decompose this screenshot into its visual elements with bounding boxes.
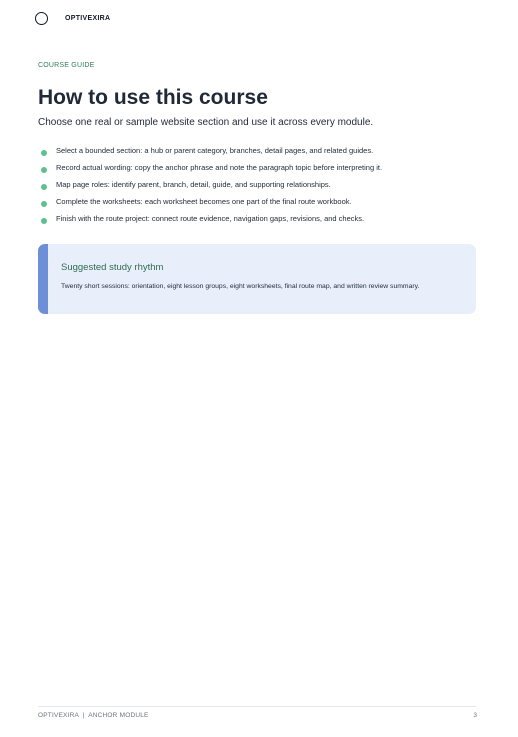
list-item-text: Record actual wording: copy the anchor phrase and note the paragraph topic before interpreting it. — [56, 163, 383, 172]
list-item-text: Map page roles: identify parent, branch, detail, guide, and supporting relationships. — [56, 180, 331, 189]
bullet-dot-icon — [41, 167, 47, 173]
list-item-text: Select a bounded section: a hub or parent category, branches, detail pages, and related guides. — [56, 146, 374, 155]
page-subtitle: Choose one real or sample website section and use it across every module. — [38, 117, 374, 128]
footer-label: OPTIVEXIRA | ANCHOR MODULE — [38, 712, 149, 719]
callout-title: Suggested study rhythm — [61, 262, 164, 273]
bullet-dot-icon — [41, 218, 47, 224]
page-title: How to use this course — [38, 86, 268, 109]
circle-logo-icon — [35, 12, 48, 25]
page-number: 3 — [473, 712, 477, 719]
study-rhythm-callout — [38, 244, 476, 314]
list-item — [38, 146, 488, 155]
steps-list — [38, 146, 488, 231]
callout-accent-bar — [38, 244, 48, 314]
footer-divider — [38, 706, 476, 707]
list-item — [38, 214, 488, 223]
page-header — [35, 12, 110, 25]
list-item — [38, 180, 488, 189]
bullet-dot-icon — [41, 201, 47, 207]
list-item — [38, 197, 488, 206]
list-item — [38, 163, 488, 172]
bullet-dot-icon — [41, 184, 47, 190]
callout-text: Twenty short sessions: orientation, eight lesson groups, eight worksheets, final route map, and written review summary. — [61, 283, 420, 290]
bullet-dot-icon — [41, 150, 47, 156]
list-item-text: Finish with the route project: connect route evidence, navigation gaps, revisions, and checks. — [56, 214, 365, 223]
brand-name: OPTIVEXIRA — [65, 15, 111, 22]
section-eyebrow: COURSE GUIDE — [38, 62, 95, 69]
list-item-text: Complete the worksheets: each worksheet becomes one part of the final route workbook. — [56, 197, 352, 206]
